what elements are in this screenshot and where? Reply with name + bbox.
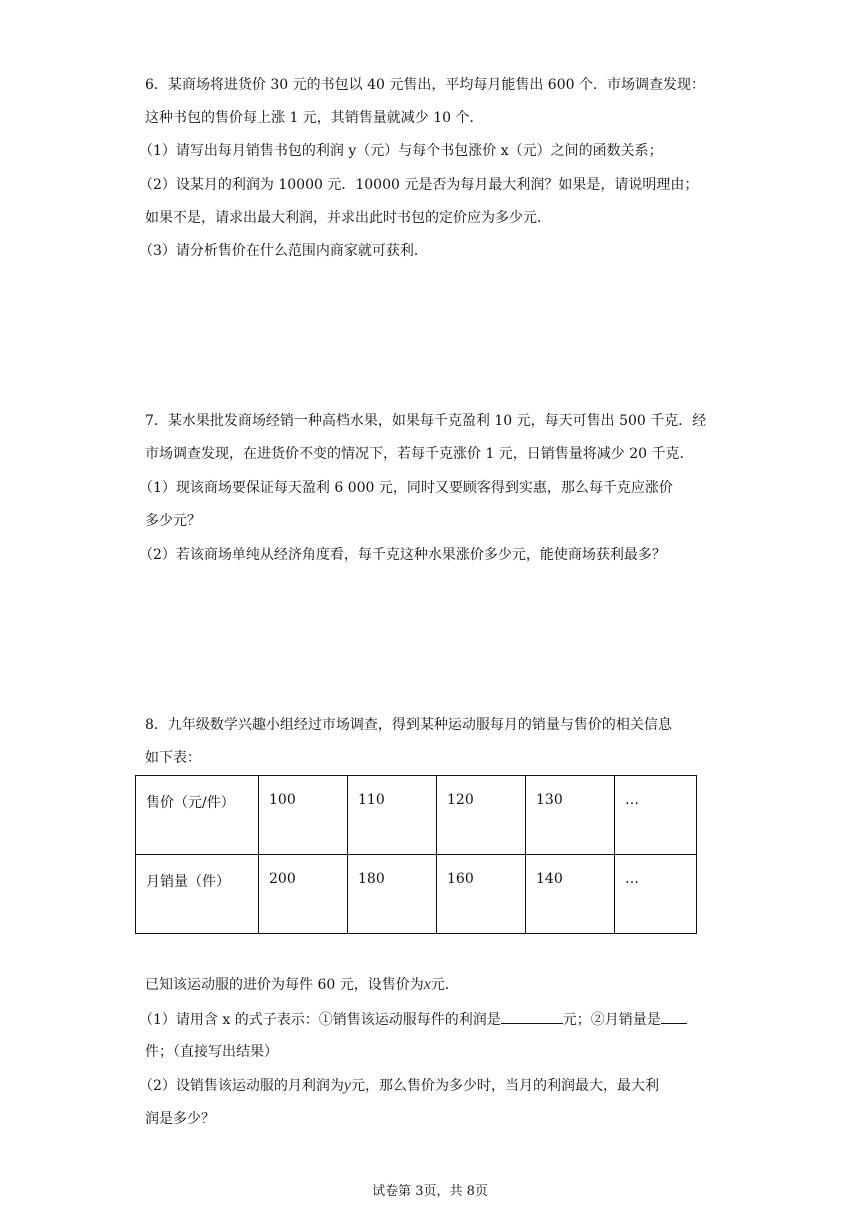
page-footer: 试卷第 3页，共 8页 <box>372 1184 488 1199</box>
variable-y: y <box>343 1077 352 1094</box>
q7-part-1-line-1: （1）现该商场要保证每天盈利 6 000 元，同时又要顾客得到实惠，那么每千克应涨价 <box>139 480 673 496</box>
q6-part-1: （1）请写出每月销售书包的利润 y（元）与每个书包涨价 x（元）之间的函数关系； <box>139 143 663 159</box>
q8-part-1-line-1 <box>139 1009 687 1030</box>
table-cell: … <box>615 776 697 855</box>
table-cell: 180 <box>348 855 437 934</box>
q8-given <box>145 975 459 995</box>
q8-part-1-text-a: （1）请用含 x 的式子表示：①销售该运动服每件的利润是 <box>139 1012 501 1028</box>
q6-part-2-line-2: 如果不是，请求出最大利润，并求出此时书包的定价应为多少元． <box>145 210 551 226</box>
answer-blank-sales <box>661 1009 687 1024</box>
variable-x: x <box>423 976 431 993</box>
q8-part-1-line-2: 件；（直接写出结果） <box>145 1044 278 1060</box>
answer-blank-profit <box>501 1009 563 1024</box>
table-cell: 200 <box>259 855 348 934</box>
q8-part-2-line-1 <box>139 1076 659 1096</box>
q8-part-2-text-b: 元，那么售价为多少时，当月的利润最大，最大利 <box>351 1078 660 1094</box>
price-sales-table <box>135 775 697 934</box>
q7-part-1-line-2: 多少元？ <box>145 513 201 529</box>
q8-given-text: 已知该运动服的进价为每件 60 元，设售价为 <box>145 977 424 993</box>
table-cell: … <box>615 855 697 934</box>
table-cell: 110 <box>348 776 437 855</box>
q8-stem-line-2: 如下表： <box>145 750 201 766</box>
q7-stem-line-1: 7．某水果批发商场经销一种高档水果，如果每千克盈利 10 元，每天可售出 500 千克．经 <box>145 413 707 429</box>
q6-stem-line-2: 这种书包的售价每上涨 1 元，其销售量就减少 10 个． <box>145 110 484 126</box>
table-cell: 160 <box>437 855 526 934</box>
q8-part-2-text-a: （2）设销售该运动服的月利润为 <box>139 1078 344 1094</box>
table-cell: 售价（元/件） <box>136 776 259 855</box>
q6-stem-line-1: 6．某商场将进货价 30 元的书包以 40 元售出，平均每月能售出 600 个．市场调查发现： <box>145 77 705 93</box>
table-cell: 140 <box>526 855 615 934</box>
table-row <box>136 855 697 934</box>
table-cell: 月销量（件） <box>136 855 259 934</box>
q6-part-2-line-1: （2）设某月的利润为 10000 元．10000 元是否为每月最大利润？如果是，请说明理由； <box>139 177 699 193</box>
table-cell: 100 <box>259 776 348 855</box>
table-cell: 130 <box>526 776 615 855</box>
q6-part-3: （3）请分析售价在什么范围内商家就可获利． <box>139 243 428 259</box>
q8-part-2-line-2: 润是多少？ <box>145 1111 215 1127</box>
table-cell: 120 <box>437 776 526 855</box>
q7-part-2: （2）若该商场单纯从经济角度看，每千克这种水果涨价多少元，能使商场获利最多？ <box>139 547 666 563</box>
q8-stem-line-1: 8．九年级数学兴趣小组经过市场调查，得到某种运动服每月的销量与售价的相关信息 <box>145 717 672 733</box>
table-row <box>136 776 697 855</box>
q8-part-1-text-b: 元；②月销量是 <box>562 1012 661 1028</box>
q7-stem-line-2: 市场调查发现，在进货价不变的情况下，若每千克涨价 1 元，日销售量将减少 20 千克． <box>145 446 694 462</box>
q8-given-unit: 元． <box>430 977 459 993</box>
